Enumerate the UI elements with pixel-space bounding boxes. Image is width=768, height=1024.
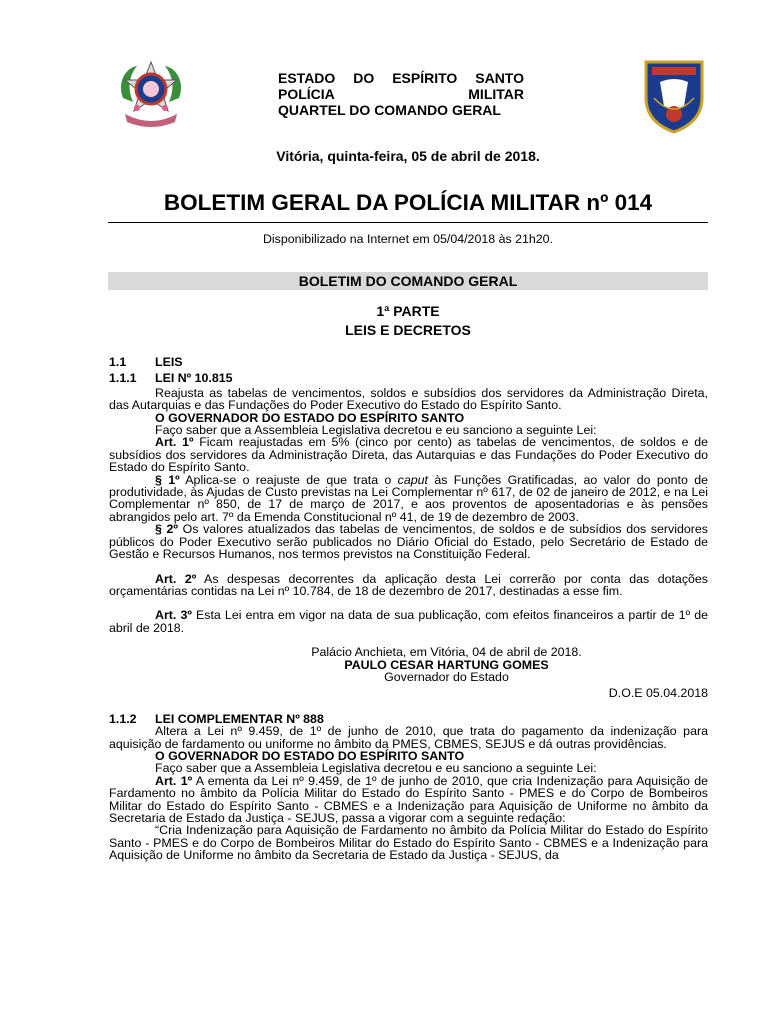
article-text: A ementa da Lei nº 9.459, de 1º de junho de 2010, que cria Indenização para Aquisição de Fardamento no âmbito da Polícia Militar do Estado do Espírito Santo - PMES e do Corpo de Bombeiros Militar do Estado do Espírito Santo - CBMES e a Indenização para Aquisição de Uniforme no âmbito da Secretaria de Estado da Justiça - SEJUS, passa a vigorar com a seguinte redação: [109,773,708,825]
article-label: Art. 3º [155,608,192,623]
section-title: LEIS [155,355,183,369]
document-date: Vitória, quinta-feira, 05 de abril de 2018. [276,148,540,164]
header-quarter: QUARTEL DO COMANDO GERAL [278,102,501,118]
article-1 [109,775,708,825]
header-police [278,86,524,102]
document-header [278,70,524,118]
signer-name: PAULO CESAR HARTUNG GOMES [344,657,549,672]
section-title: LEI COMPLEMENTAR Nº 888 [155,711,324,726]
publication-note: Disponibilizado na Internet em 05/04/2018 às 21h20. [262,232,553,246]
paragraph-text: às Funções Gratificadas, ao valor do ponto de produtividade, às Ajudas de Custo previstas na Lei Complementar nº 617, de 02 de janeiro de 2012, e na Lei Complementar nº 850, de 17 de março de 2017, e aos proventos de aposentadorias e às pensões abrangidos pelo art. 7º da Emenda Constitucional nº 41, de 19 de dezembro de 2003. [109,472,708,524]
article-text: As despesas decorrentes da aplicação desta Lei correrão por conta das dotações orçamentárias contidas na Lei nº 10.784, de 18 de dezembro de 2017, destinadas a esse fim. [109,571,708,598]
article-text: Esta Lei entra em vigor na data de sua publicação, com efeitos financeiros a partir de 1º de abril de 2018. [109,608,709,635]
military-police-badge [642,58,706,134]
section-1-1 [109,356,708,368]
caput-term: caput [397,472,428,487]
header-police-word2: MILITAR [468,86,524,102]
state-coat-of-arms [115,58,187,132]
document-title: BOLETIM GERAL DA POLÍCIA MILITAR nº 014 [163,190,653,215]
header-state: ESTADO DO ESPÍRITO SANTO [278,70,524,86]
signature-place: Palácio Anchieta, em Vitória, 04 de abril de 2018. [311,645,582,660]
article-label: Art. 1º [155,773,193,788]
part-title: LEIS E DECRETOS [345,322,471,338]
section-1-1-1 [109,372,708,384]
governor-heading: O GOVERNADOR DO ESTADO DO ESPÍRITO SANTO [155,748,465,763]
article-label: Art. 2º [155,571,197,586]
paragraph-text: Aplica-se o reajuste de que trata o [179,472,398,487]
article-3 [109,609,708,634]
header-police-word1: POLÍCIA [278,86,335,102]
law-intro: Faço saber que a Assembleia Legislativa decretou e eu sanciono a seguinte Lei: [155,761,597,776]
law-intro: Faço saber que a Assembleia Legislativa decretou e eu sanciono a seguinte Lei: [155,423,597,438]
article-1 [109,436,708,473]
governor-heading: O GOVERNADOR DO ESTADO DO ESPÍRITO SANTO [155,410,465,425]
section-number: 1.1 [109,355,127,369]
section-number: 1.1.2 [109,711,137,726]
law-summary: Altera a Lei nº 9.459, de 1º de junho de 2010, que trata do pagamento da indenização para aquisição de fardamento ou uniforme no âmbito da PMES, CBMES, SEJUS e dá outras providências. [109,724,708,751]
article-label: Art. 1º [155,435,194,450]
paragraph-1 [109,474,708,524]
paragraph-text: Os valores atualizados das tabelas de vencimentos, de soldos e de subsídios dos servidores públicos do Poder Executivo serão publicados no Diário Oficial do Estado, pelo Secretário de Estado de Gestão e Recursos Humanos, nos termos previstos na Constituição Federal. [109,522,708,562]
title-divider [108,222,708,223]
paragraph-label: § 2º [155,522,178,537]
quoted-text: “Cria Indenização para Aquisição de Fardamento no âmbito da Polícia Militar do Estado do Espírito Santo - PMES e do Corpo de Bombeiros Militar do Estado do Espírito Santo - CBMES e a Indenização para Aquisição de Uniforme no âmbito da Secretaria de Estado da Justiça - SEJUS, da [109,823,708,863]
article-text: Ficam reajustadas em 5% (cinco por cento) as tabelas de vencimentos, de soldos e de subsídios dos servidores da Administração Direta, das Autarquias e das Fundações do Poder Executivo do Estado do Espírito Santo. [109,435,708,475]
section-bar: BOLETIM DO COMANDO GERAL [108,272,708,290]
article-2 [109,573,708,598]
document-body [109,356,708,862]
law-summary: Reajusta as tabelas de vencimentos, soldos e subsídios dos servidores da Administração Direta, das Autarquias e das Fundações do Poder Executivo do Estado do Espírito Santo. [109,385,708,413]
part-number: 1ª PARTE [376,303,440,319]
section-title: LEI Nº 10.815 [155,371,233,386]
signer-role: Governador do Estado [384,669,509,684]
paragraph-label: § 1º [155,472,180,487]
section-number: 1.1.1 [109,371,137,386]
doe-reference: D.O.E 05.04.2018 [608,686,708,701]
paragraph-2 [109,523,708,560]
